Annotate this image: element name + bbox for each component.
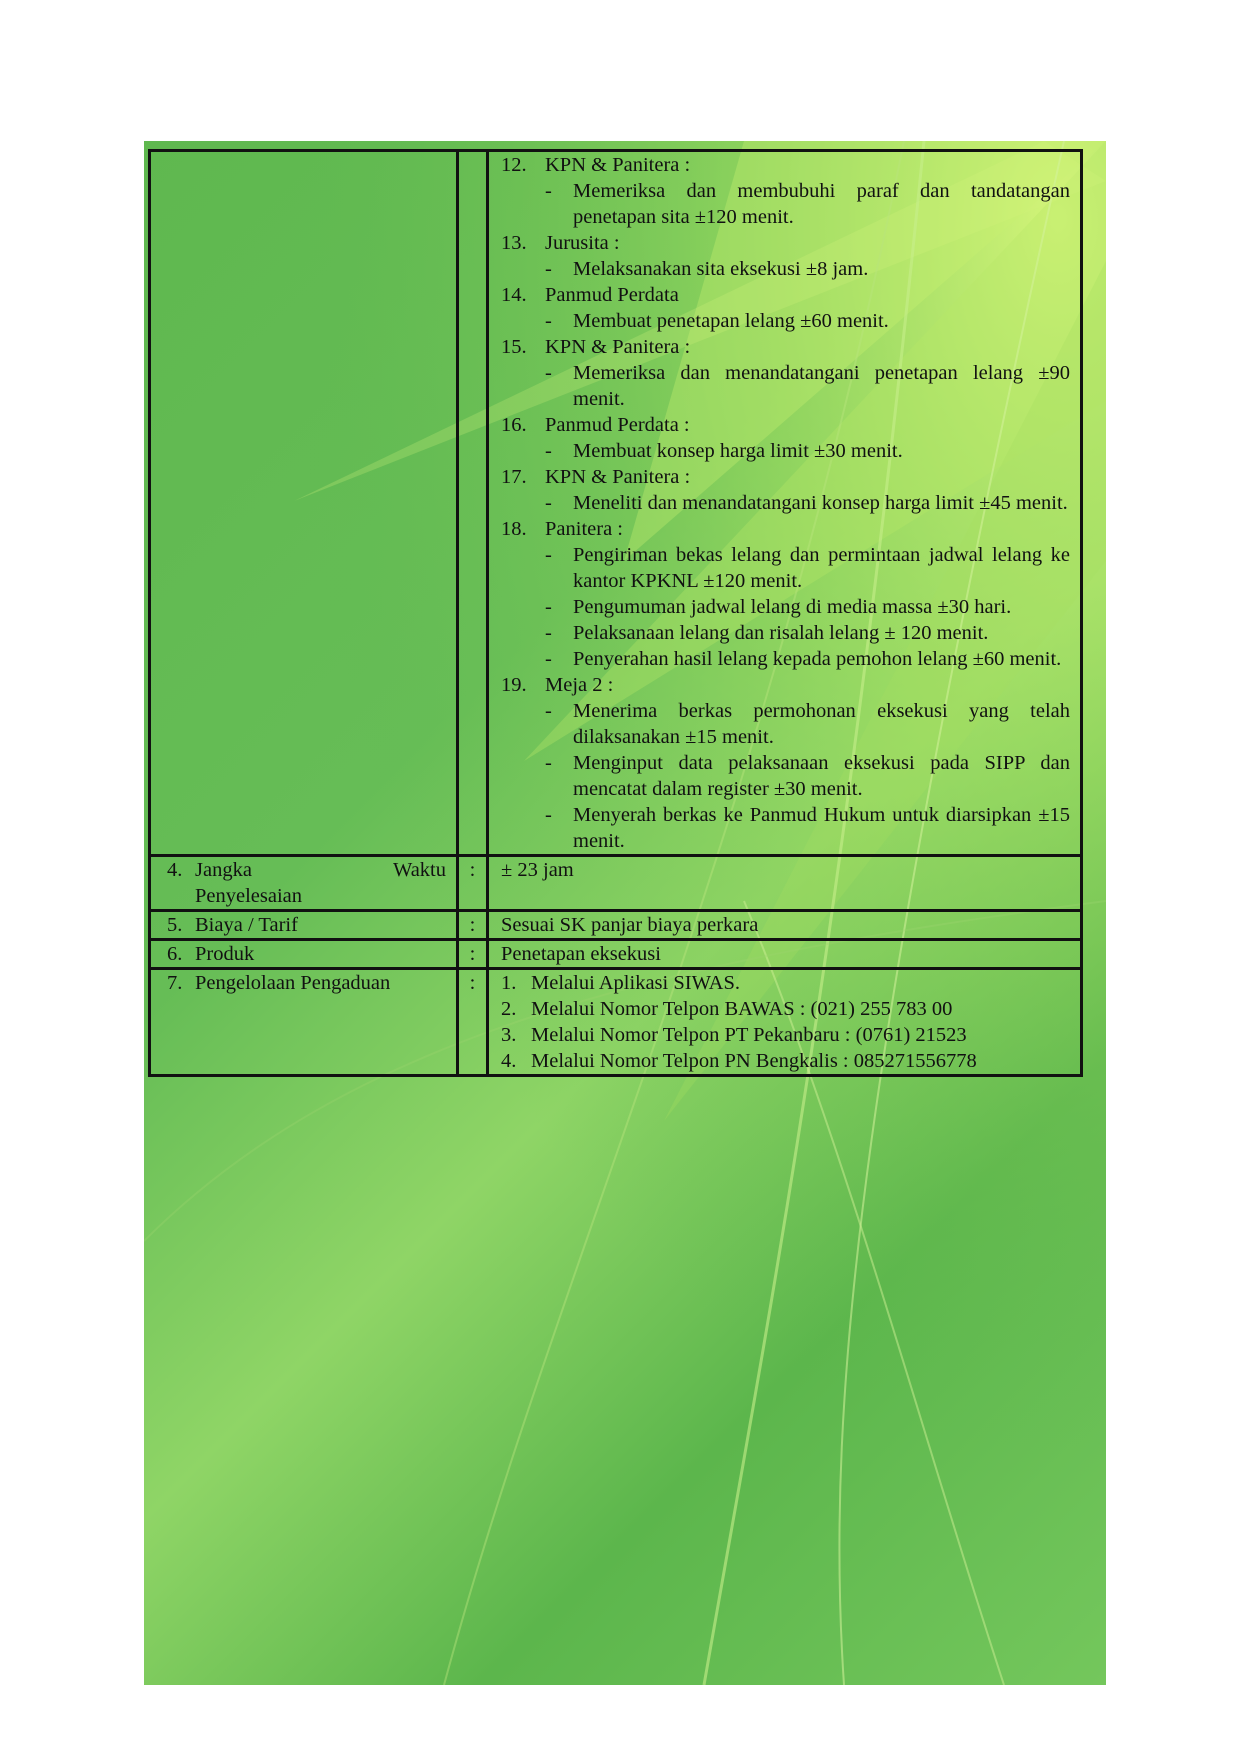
dash-bullet: -	[545, 700, 552, 722]
dash-bullet: -	[545, 622, 552, 644]
step-item	[501, 230, 1070, 256]
step-subitem-text: Menerima berkas permohonan eksekusi yang telah dilaksanakan ±15 menit.	[573, 700, 1070, 748]
channel-number: 4.	[501, 1050, 517, 1072]
complaint-channel-list	[501, 970, 1070, 1074]
step-subitem	[501, 256, 1070, 282]
step-number: 12.	[501, 154, 527, 176]
colon-separator: :	[458, 911, 488, 940]
step-number: 14.	[501, 284, 527, 306]
dash-bullet: -	[545, 492, 552, 514]
step-subitem	[501, 438, 1070, 464]
step-title: Panmud Perdata :	[545, 414, 690, 436]
green-background-panel	[144, 141, 1106, 1685]
step-title: KPN & Panitera :	[545, 466, 691, 488]
steps-list	[501, 152, 1070, 854]
row-label-part: Penyelesaian	[195, 885, 303, 907]
row-number: 4.	[167, 859, 183, 881]
steps-cell	[488, 151, 1082, 856]
complaint-channel-item	[501, 1022, 1070, 1048]
complaint-channel-item	[501, 970, 1070, 996]
step-item	[501, 152, 1070, 178]
step-subitem-text: Memeriksa dan menandatangani penetapan lelang ±90 menit.	[573, 362, 1070, 410]
row-value: Sesuai SK panjar biaya perkara	[488, 911, 1082, 940]
row-label-part: Jangka	[195, 859, 252, 881]
step-subitem-text: Meneliti dan menandatangani konsep harga limit ±45 menit.	[573, 492, 1068, 514]
row-label-part: Waktu	[392, 859, 446, 881]
step-title: Jurusita :	[545, 232, 620, 254]
step-item	[501, 334, 1070, 360]
dash-bullet: -	[545, 440, 552, 462]
row-value: Penetapan eksekusi	[488, 940, 1082, 969]
step-number: 18.	[501, 518, 527, 540]
dash-bullet: -	[545, 362, 552, 384]
empty-cell	[150, 151, 458, 856]
step-subitem-text: Menginput data pelaksanaan eksekusi pada SIPP dan mencatat dalam register ±30 menit.	[573, 752, 1070, 800]
row-produk	[150, 940, 1082, 969]
step-subitem-text: Memeriksa dan membubuhi paraf dan tandatangan penetapan sita ±120 menit.	[573, 180, 1070, 228]
step-subitem-text: Membuat penetapan lelang ±60 menit.	[573, 310, 889, 332]
step-title: Panmud Perdata	[545, 284, 679, 306]
channel-number: 1.	[501, 972, 517, 994]
step-subitem	[501, 308, 1070, 334]
dash-bullet: -	[545, 596, 552, 618]
row-pengelolaan-pengaduan	[150, 969, 1082, 1076]
step-subitem-text: Pelaksanaan lelang dan risalah lelang ± 120 menit.	[573, 622, 989, 644]
step-subitem-text: Pengiriman bekas lelang dan permintaan jadwal lelang ke kantor KPKNL ±120 menit.	[573, 544, 1070, 592]
dash-bullet: -	[545, 310, 552, 332]
complaint-channel-item	[501, 1048, 1070, 1074]
row-label: Pengelolaan Pengaduan	[195, 972, 391, 994]
step-subitem-text: Penyerahan hasil lelang kepada pemohon lelang ±60 menit.	[573, 648, 1062, 670]
step-subitem	[501, 646, 1070, 672]
step-subitem	[501, 490, 1070, 516]
step-subitem	[501, 542, 1070, 594]
empty-separator-cell	[458, 151, 488, 856]
step-subitem-text: Membuat konsep harga limit ±30 menit.	[573, 440, 903, 462]
step-number: 16.	[501, 414, 527, 436]
step-subitem	[501, 620, 1070, 646]
row-label: Produk	[195, 943, 255, 965]
step-number: 15.	[501, 336, 527, 358]
channel-text: Melalui Nomor Telpon PN Bengkalis : 085271556778	[531, 1050, 977, 1072]
row-jangka-waktu	[150, 856, 1082, 911]
dash-bullet: -	[545, 804, 552, 826]
step-subitem-text: Menyerah berkas ke Panmud Hukum untuk diarsipkan ±15 menit.	[573, 804, 1070, 852]
dash-bullet: -	[545, 752, 552, 774]
step-title: Meja 2 :	[545, 674, 614, 696]
channel-number: 2.	[501, 998, 517, 1020]
row-number: 7.	[167, 972, 183, 994]
step-subitem	[501, 750, 1070, 802]
step-item	[501, 516, 1070, 542]
complaint-channel-item	[501, 996, 1070, 1022]
channel-text: Melalui Nomor Telpon BAWAS : (021) 255 783 00	[531, 998, 953, 1020]
step-subitem	[501, 360, 1070, 412]
dash-bullet: -	[545, 544, 552, 566]
step-subitem	[501, 594, 1070, 620]
channel-text: Melalui Nomor Telpon PT Pekanbaru : (0761) 21523	[531, 1024, 967, 1046]
dash-bullet: -	[545, 180, 552, 202]
procedure-table	[148, 149, 1083, 1077]
step-item	[501, 464, 1070, 490]
dash-bullet: -	[545, 648, 552, 670]
step-title: KPN & Panitera :	[545, 336, 691, 358]
step-title: KPN & Panitera :	[545, 154, 691, 176]
colon-separator: :	[458, 940, 488, 969]
row-number: 6.	[167, 943, 183, 965]
row-biaya-tarif	[150, 911, 1082, 940]
row-label: Biaya / Tarif	[195, 914, 298, 936]
row-number: 5.	[167, 914, 183, 936]
step-subitem	[501, 178, 1070, 230]
step-subitem	[501, 802, 1070, 854]
step-number: 17.	[501, 466, 527, 488]
step-subitem-text: Melaksanakan sita eksekusi ±8 jam.	[573, 258, 869, 280]
step-subitem-text: Pengumuman jadwal lelang di media massa ±30 hari.	[573, 596, 1012, 618]
step-number: 13.	[501, 232, 527, 254]
step-item	[501, 282, 1070, 308]
row-value: ± 23 jam	[488, 856, 1082, 911]
colon-separator: :	[458, 856, 488, 911]
dash-bullet: -	[545, 258, 552, 280]
step-item	[501, 672, 1070, 698]
steps-row	[150, 151, 1082, 856]
channel-number: 3.	[501, 1024, 517, 1046]
step-item	[501, 412, 1070, 438]
step-subitem	[501, 698, 1070, 750]
step-number: 19.	[501, 674, 527, 696]
colon-separator: :	[458, 969, 488, 1076]
step-title: Panitera :	[545, 518, 623, 540]
channel-text: Melalui Aplikasi SIWAS.	[531, 972, 740, 994]
